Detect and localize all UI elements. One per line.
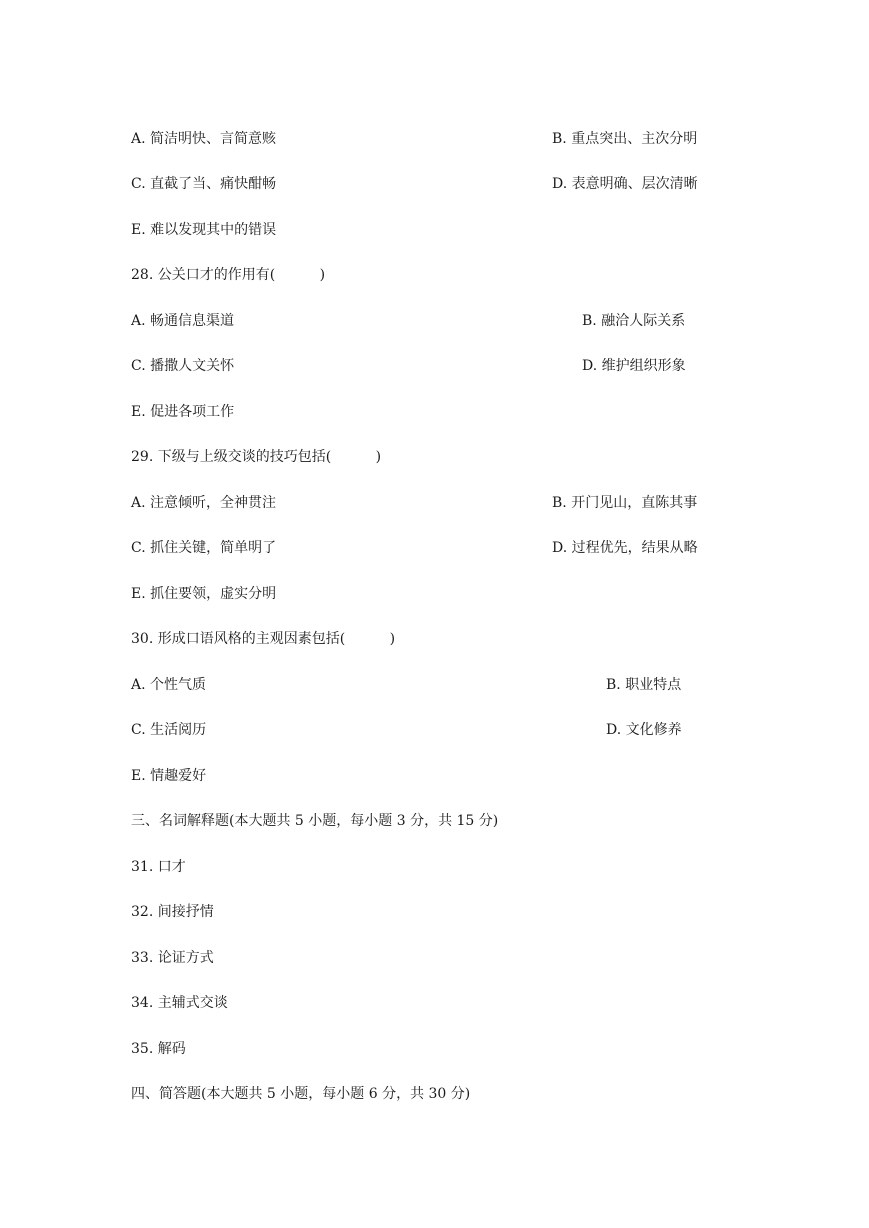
- q29-option-a: A. 注意倾听，全神贯注: [131, 495, 277, 511]
- q30-option-b: B. 职业特点: [606, 677, 682, 693]
- q30-option-a: A. 个性气质: [131, 677, 207, 693]
- q30-option-d: D. 文化修养: [606, 722, 682, 738]
- q29-option-c: C. 抓住关键，简单明了: [131, 540, 277, 556]
- term-item-31: 31. 口才: [131, 859, 186, 875]
- q28-option-b: B. 融洽人际关系: [582, 313, 686, 329]
- term-item-34: 34. 主辅式交谈: [131, 995, 228, 1011]
- q28-option-c: C. 播撒人文关怀: [131, 358, 235, 374]
- q28-option-d: D. 维护组织形象: [582, 358, 686, 374]
- q27-option-e: E. 难以发现其中的错误: [131, 222, 277, 238]
- q29-option-b: B. 开门见山，直陈其事: [552, 495, 698, 511]
- q28-stem: 28. 公关口才的作用有( ): [131, 267, 326, 283]
- q27-option-b: B. 重点突出、主次分明: [552, 131, 698, 147]
- q30-option-e: E. 情趣爱好: [131, 768, 207, 784]
- section4-heading: 四、简答题(本大题共 5 小题，每小题 6 分，共 30 分): [131, 1086, 471, 1102]
- q29-option-d: D. 过程优先，结果从略: [552, 540, 698, 556]
- q29-option-e: E. 抓住要领，虚实分明: [131, 586, 277, 602]
- q27-option-a: A. 简洁明快、言简意赅: [131, 131, 277, 147]
- q27-option-d: D. 表意明确、层次清晰: [552, 176, 698, 192]
- q28-option-a: A. 畅通信息渠道: [131, 313, 235, 329]
- q29-stem: 29. 下级与上级交谈的技巧包括( ): [131, 449, 382, 465]
- term-item-35: 35. 解码: [131, 1041, 186, 1057]
- q30-stem: 30. 形成口语风格的主观因素包括( ): [131, 631, 396, 647]
- q30-option-c: C. 生活阅历: [131, 722, 207, 738]
- term-item-32: 32. 间接抒情: [131, 904, 214, 920]
- q28-option-e: E. 促进各项工作: [131, 404, 235, 420]
- term-item-33: 33. 论证方式: [131, 950, 214, 966]
- section3-heading: 三、名词解释题(本大题共 5 小题，每小题 3 分，共 15 分): [131, 813, 499, 829]
- q27-option-c: C. 直截了当、痛快酣畅: [131, 176, 277, 192]
